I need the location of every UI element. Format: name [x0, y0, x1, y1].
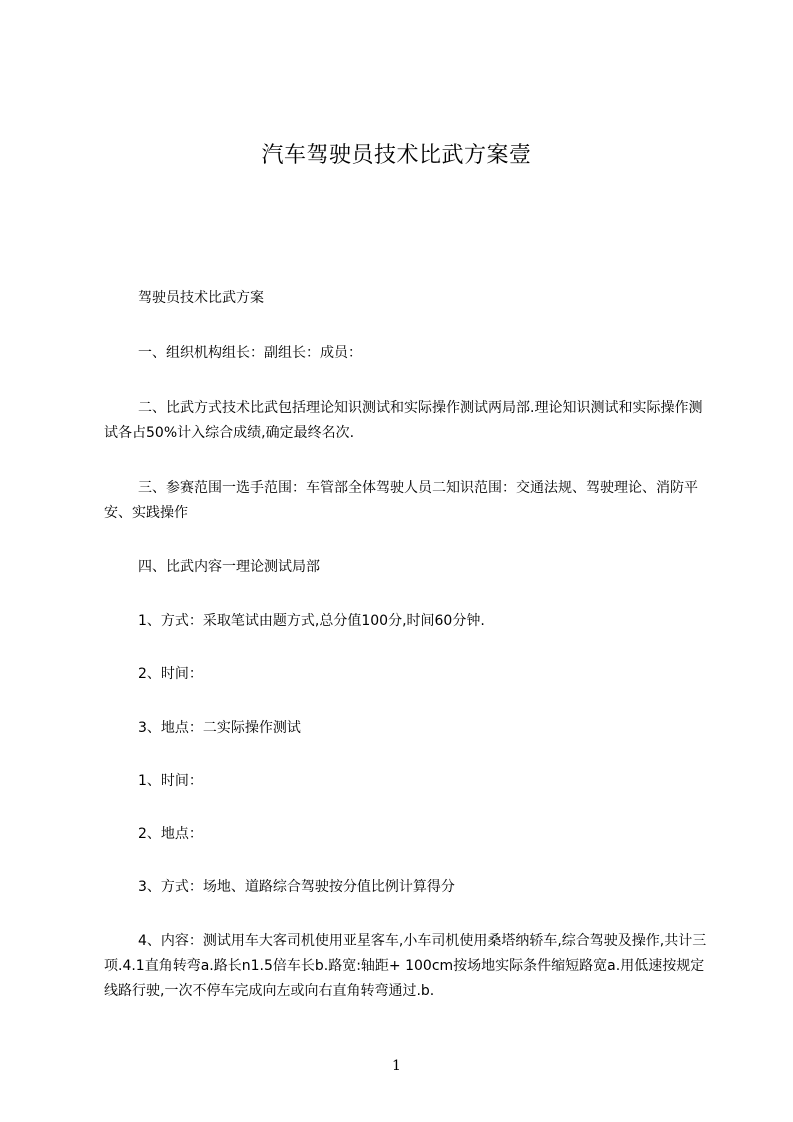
paragraph-subtitle: 驾驶员技术比武方案 — [138, 290, 264, 306]
paragraph-theory-location: 3、地点：二实际操作测试 — [138, 720, 301, 736]
paragraph-organization: 一、组织机构组长：副组长：成员： — [138, 345, 362, 361]
paragraph-theory-method: 1、方式：采取笔试由题方式,总分值100分,时间60分钟. — [138, 613, 485, 629]
paragraph-content: 四、比武内容一理论测试局部 — [138, 559, 320, 575]
paragraph-theory-time: 2、时间： — [138, 666, 203, 682]
page-number: 1 — [392, 1058, 401, 1074]
paragraph-practical-method: 3、方式：场地、道路综合驾驶按分值比例计算得分 — [138, 879, 455, 895]
paragraph-competition-method: 二、比武方式技术比武包括理论知识测试和实际操作测试两局部.理论知识测试和实际操作测试各占50%计入综合成绩,确定最终名次. — [104, 400, 703, 441]
paragraph-practical-time: 1、时间： — [138, 773, 203, 789]
paragraph-practical-content: 4、内容：测试用车大客司机使用亚星客车,小车司机使用桑塔纳轿车,综合驾驶及操作,共计三项.4.1直角转弯a.路长n1.5倍车长b.路宽:轴距+ 100cm按场地实际条件缩短路宽a.用低速按规定线路行驶,一次不停车完成向左或向右直角转弯通过.b. — [104, 933, 707, 999]
paragraph-scope: 三、参赛范围一选手范围：车管部全体驾驶人员二知识范围：交通法规、驾驶理论、消防平安、实践操作 — [104, 480, 698, 521]
paragraph-practical-location: 2、地点： — [138, 826, 203, 842]
document-title: 汽车驾驶员技术比武方案壹 — [261, 143, 532, 168]
